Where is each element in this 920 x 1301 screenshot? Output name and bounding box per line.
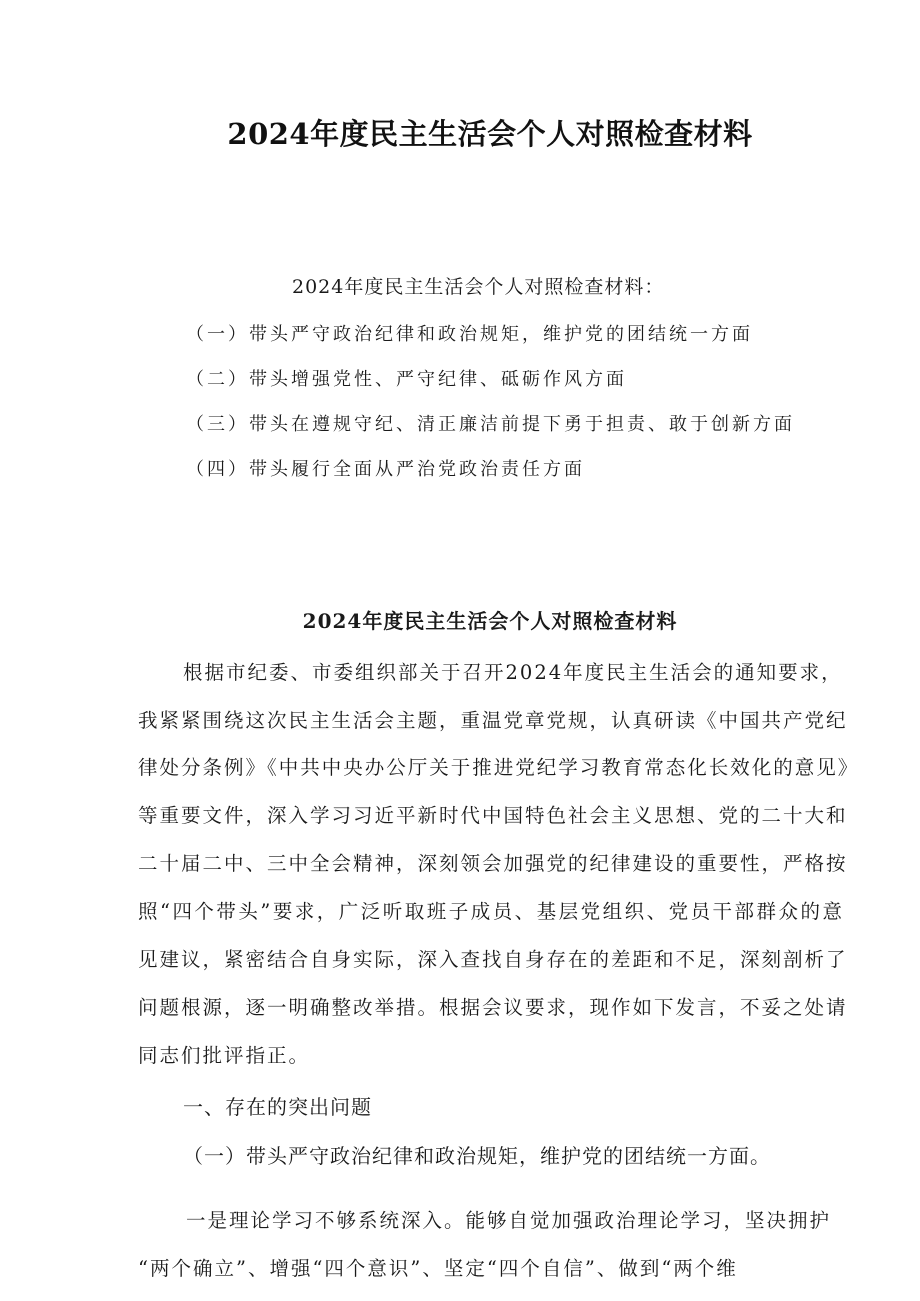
part-one-heading: 一、存在的突出问题 — [183, 1095, 372, 1119]
intro-line: 见建议，紧密结合自身实际，深入查找自身存在的差距和不足，深刻剖析了 — [138, 948, 848, 971]
toc-item: （三）带头在遵规守纪、清正廉洁前提下勇于担责、敢于创新方面 — [186, 414, 795, 435]
subsection-heading: （一）带头严守政治纪律和政治规矩，维护党的团结统一方面。 — [183, 1144, 771, 1168]
toc-item: （二）带头增强党性、严守纪律、砥砺作风方面 — [186, 369, 627, 390]
intro-line: 照“四个带头”要求，广泛听取班子成员、基层党组织、党员干部群众的意 — [138, 900, 844, 923]
point-line: “两个确立”、增强“四个意识”、坚定“四个自信”、做到“两个维 — [138, 1257, 738, 1280]
intro-line: 问题根源，逐一明确整改举措。根据会议要求，现作如下发言，不妥之处请 — [138, 996, 848, 1019]
intro-line: 二十届二中、三中全会精神，深刻领会加强党的纪律建设的重要性，严格按 — [138, 852, 848, 875]
toc-item: （一）带头严守政治纪律和政治规矩，维护党的团结统一方面 — [186, 324, 753, 345]
intro-line: 同志们批评指正。 — [138, 1044, 311, 1067]
intro-line: 律处分条例》《中共中央办公厅关于推进党纪学习教育常态化长效化的意见》 — [138, 756, 860, 779]
toc-heading: 2024年度民主生活会个人对照检查材料： — [292, 276, 665, 298]
intro-line: 我紧紧围绕这次民主生活会主题，重温党章党规，认真研读《中国共产党纪 — [138, 709, 848, 732]
point-line: 一是理论学习不够系统深入。能够自觉加强政治理论学习，坚决拥护 — [186, 1209, 832, 1232]
toc-item: （四）带头履行全面从严治党政治责任方面 — [186, 459, 585, 480]
intro-line: 等重要文件，深入学习习近平新时代中国特色社会主义思想、党的二十大和 — [138, 804, 848, 827]
document-main-title: 2024年度民主生活会个人对照检查材料 — [227, 117, 753, 151]
section-title: 2024年度民主生活会个人对照检查材料 — [302, 609, 678, 633]
intro-line: 根据市纪委、市委组织部关于召开2024年度民主生活会的通知要求， — [183, 661, 843, 684]
